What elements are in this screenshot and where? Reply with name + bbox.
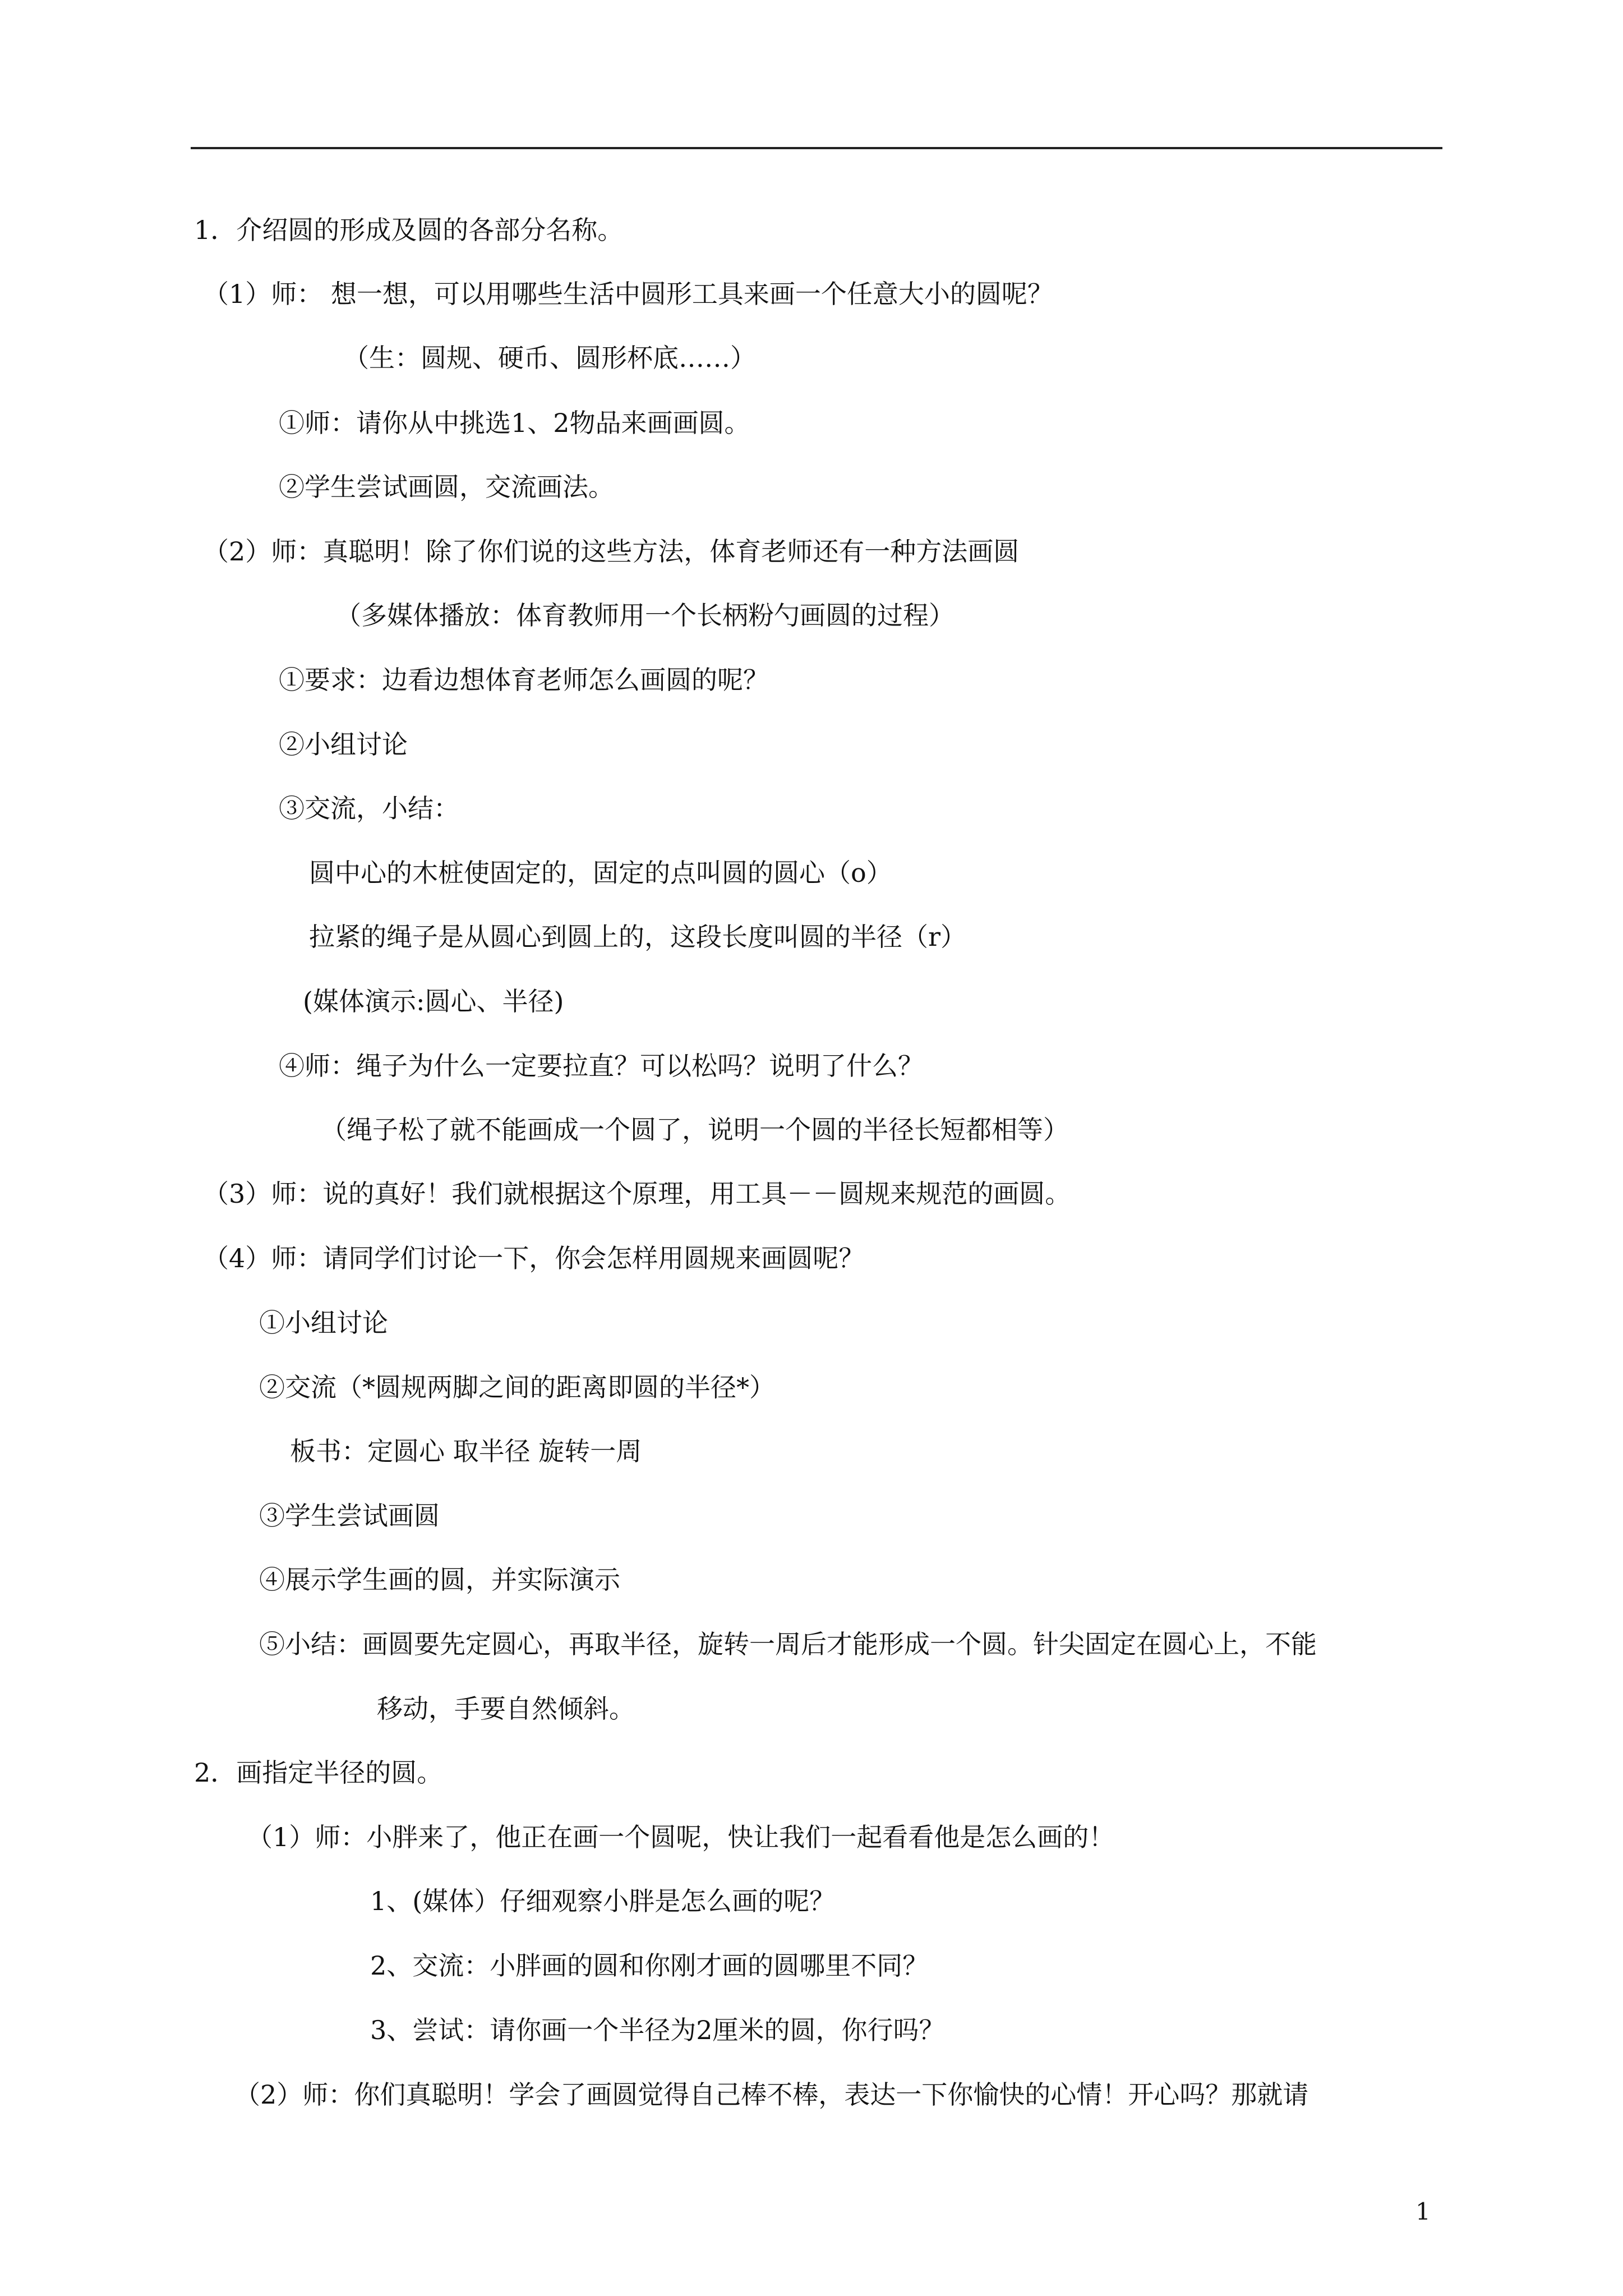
text-line: ②小组讨论 [279, 729, 408, 760]
header-rule [191, 147, 1442, 149]
text-line: 1．介绍圆的形成及圆的各部分名称。 [194, 215, 624, 245]
text-line: （多媒体播放：体育教师用一个长柄粉勺画圆的过程） [335, 600, 955, 631]
text-line: 2．画指定半径的圆。 [194, 1757, 443, 1788]
text-line: 移动，手要自然倾斜。 [377, 1694, 635, 1724]
text-line: ④展示学生画的圆，并实际演示 [259, 1565, 620, 1595]
text-line: （4）师：请同学们讨论一下，你会怎样用圆规来画圆呢？ [203, 1243, 865, 1273]
page-number: 1 [1415, 2198, 1431, 2225]
text-line: ①小组讨论 [259, 1308, 388, 1338]
text-line: （1）师： 想一想，可以用哪些生活中圆形工具来画一个任意大小的圆呢？ [203, 279, 1053, 309]
text-line: 2、交流：小胖画的圆和你刚才画的圆哪里不同？ [370, 1950, 929, 1981]
text-line: 圆中心的木桩使固定的，固定的点叫圆的圆心（o） [309, 858, 892, 888]
text-line: ③交流，小结： [279, 793, 459, 823]
text-line: ③学生尝试画圆 [259, 1501, 440, 1531]
text-line: （1）师：小胖来了，他正在画一个圆呢，快让我们一起看看他是怎么画的！ [247, 1822, 1115, 1852]
text-line: 板书：定圆心 取半径 旋转一周 [290, 1436, 642, 1466]
text-line: （3）师：说的真好！我们就根据这个原理，用工具－－圆规来规范的画圆。 [203, 1179, 1071, 1209]
text-line: (媒体演示:圆心、半径) [303, 986, 564, 1016]
text-line: （2）师：真聪明！除了你们说的这些方法，体育老师还有一种方法画圆 [203, 536, 1020, 567]
text-line: （2）师：你们真聪明！学会了画圆觉得自己棒不棒，表达一下你愉快的心情！开心吗？那就请 [234, 2079, 1309, 2110]
text-line: ②交流（*圆规两脚之间的距离即圆的半径*） [259, 1372, 775, 1402]
text-line: ⑤小结：画圆要先定圆心，再取半径，旋转一周后才能形成一个圆。针尖固定在圆心上，不能 [259, 1629, 1317, 1659]
text-line: ④师：绳子为什么一定要拉直？可以松吗？说明了什么？ [279, 1051, 924, 1081]
text-line: （绳子松了就不能画成一个圆了，说明一个圆的半径长短都相等） [321, 1115, 1069, 1145]
text-line: ①师：请你从中挑选1、2物品来画画圆。 [279, 408, 750, 438]
text-line: （生：圆规、硬币、圆形杯底……） [343, 343, 756, 373]
text-line: ②学生尝试画圆，交流画法。 [279, 472, 614, 502]
text-line: 3、尝试：请你画一个半径为2厘米的圆，你行吗？ [370, 2015, 945, 2045]
text-line: 1、(媒体）仔细观察小胖是怎么画的呢？ [370, 1886, 836, 1916]
text-line: 拉紧的绳子是从圆心到圆上的，这段长度叫圆的半径（r） [309, 922, 966, 952]
text-line: ①要求：边看边想体育老师怎么画圆的呢？ [279, 665, 769, 695]
